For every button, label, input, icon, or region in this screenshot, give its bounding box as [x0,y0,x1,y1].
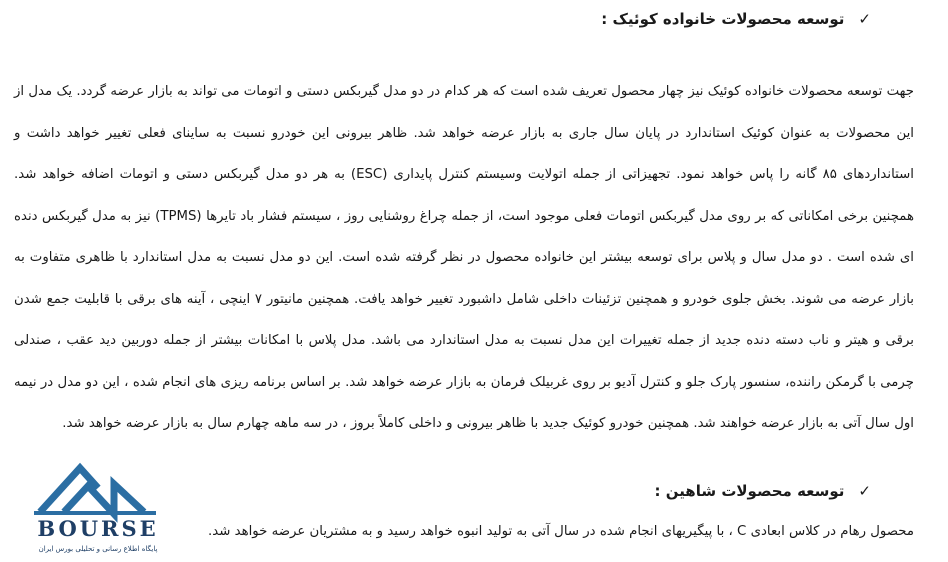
section-paragraph-quick: جهت توسعه محصولات خانواده کوئیک نیز چهار محصول تعریف شده است که هر کدام در دو مدل گیربکس دستی و اتومات می تواند به بازار عرضه گردد. یک مدل از این محصولات به عنوان کوئیک استاندارد در پایان سال جاری به بازار عرضه خواهد شد. ظاهر بیرونی این خودرو نسبت به ساینای فعلی تغییر خواهد داشت و استانداردهای ۸۵ گانه را پاس خواهد نمود. تجهیزاتی از جمله اتولایت وسیستم کنترل پایداری (ESC) به هر دو مدل گیربکس دستی و اتومات اضافه خواهد شد. همچنین برخی امکاناتی که بر روی مدل گیربکس اتومات فعلی موجود است، از جمله چراغ روشنایی روز ، سیستم فشار باد تایرها (TPMS) نیز به مدل گیربکس دنده ای شده است . دو مدل سال و پلاس برای توسعه بیشتر این خانواده محصول در نظر گرفته شده است. این دو مدل نسبت به مدل استاندارد با ظاهری متفاوت به بازار عرضه می شوند. بخش جلوی خودرو و همچنین تزئینات داخلی شامل داشبورد تغییر خواهد یافت. همچنین مانیتور ۷ اینچی ، آینه های برقی با قابلیت جمع شدن برقی و هیتر و ناب دسته دنده جدید از جمله تغییرات این مدل نسبت به مدل استاندارد می باشد. مدل پلاس با امکانات بیشتر از جمله دوربین دید عقب ، صندلی چرمی با گرمکن راننده، سنسور پارک جلو و کنترل آدیو بر روی غربیلک فرمان به بازار عرضه خواهد شد. بر اساس برنامه ریزی های انجام شده ، این دو مدل در نیمه اول سال آتی به بازار عرضه خواهند شد. همچنین خودرو کوئیک جدید با ظاهر بیرونی و داخلی کاملاً بروز ، در سه ماهه چهارم سال به بازار عرضه خواهد شد. [14,84,914,431]
checkmark-icon: ✓ [858,482,871,500]
section-heading-quick [601,10,871,28]
checkmark-icon: ✓ [858,10,871,28]
bourse-logo-mark [18,458,178,558]
section-title: توسعه محصولات شاهین : [654,482,845,500]
section-heading-shahin [654,482,871,500]
section-title: توسعه محصولات خانواده کوئیک : [601,10,845,28]
section-paragraph-shahin: محصول رهام در کلاس ابعادی C ، با پیگیریهای انجام شده در سال آتی به تولید انبوه خواهد رسید و به مشتریان عرضه خواهد شد. [208,524,914,539]
bourse-logo [18,458,178,558]
logo-tagline: پایگاه اطلاع رسانی و تحلیلی بورس ایران [38,545,158,553]
logo-name: BOURSE [37,516,159,541]
